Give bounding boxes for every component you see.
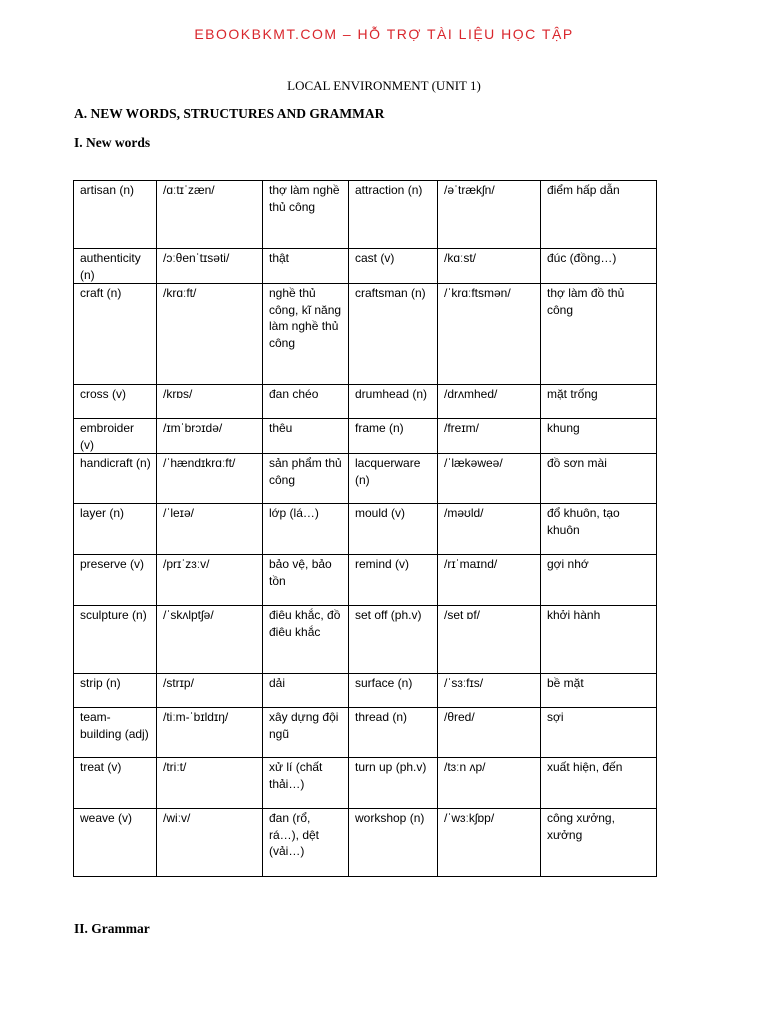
cell-pronunciation: /krɒs/ bbox=[157, 385, 263, 419]
cell-meaning: công xưởng, xưởng bbox=[541, 809, 657, 877]
cell-meaning: điểm hấp dẫn bbox=[541, 181, 657, 249]
section-new-words-heading: I. New words bbox=[74, 135, 151, 150]
cell-pronunciation: /drʌmhed/ bbox=[438, 385, 541, 419]
cell-pronunciation: /ɑːtɪˈzæn/ bbox=[157, 181, 263, 249]
cell-pronunciation: /wiːv/ bbox=[157, 809, 263, 877]
cell-pronunciation: /məʊld/ bbox=[438, 504, 541, 555]
cell-word: drumhead (n) bbox=[349, 385, 438, 419]
vocabulary-table bbox=[73, 180, 657, 877]
cell-pronunciation: /prɪˈzɜːv/ bbox=[157, 555, 263, 606]
cell-pronunciation: /ɪmˈbrɔɪdə/ bbox=[157, 419, 263, 454]
table-row bbox=[74, 674, 657, 708]
cell-meaning: xuất hiện, đến bbox=[541, 758, 657, 809]
cell-pronunciation: /ˈwɜːkʃɒp/ bbox=[438, 809, 541, 877]
cell-meaning: thêu bbox=[263, 419, 349, 454]
cell-pronunciation: /kɑːst/ bbox=[438, 249, 541, 284]
cell-meaning: điêu khắc, đồ điêu khắc bbox=[263, 606, 349, 674]
cell-pronunciation: /set ɒf/ bbox=[438, 606, 541, 674]
cell-word: mould (v) bbox=[349, 504, 438, 555]
cell-meaning: xây dựng đội ngũ bbox=[263, 708, 349, 758]
cell-meaning: khung bbox=[541, 419, 657, 454]
table-row bbox=[74, 249, 657, 284]
cell-pronunciation: /ɔːθenˈtɪsəti/ bbox=[157, 249, 263, 284]
cell-pronunciation: /ˈlækəweə/ bbox=[438, 454, 541, 504]
cell-meaning: bề mặt bbox=[541, 674, 657, 708]
cell-word: attraction (n) bbox=[349, 181, 438, 249]
cell-meaning: lớp (lá…) bbox=[263, 504, 349, 555]
cell-meaning: đúc (đồng…) bbox=[541, 249, 657, 284]
cell-meaning: thợ làm đồ thủ công bbox=[541, 284, 657, 385]
table-row bbox=[74, 606, 657, 674]
cell-meaning: gợi nhớ bbox=[541, 555, 657, 606]
cell-meaning: đồ sơn mài bbox=[541, 454, 657, 504]
cell-word: sculpture (n) bbox=[74, 606, 157, 674]
cell-word: craftsman (n) bbox=[349, 284, 438, 385]
cell-word: authenticity (n) bbox=[74, 249, 157, 284]
cell-word: workshop (n) bbox=[349, 809, 438, 877]
table-row bbox=[74, 809, 657, 877]
table-row bbox=[74, 454, 657, 504]
table-row bbox=[74, 385, 657, 419]
cell-meaning: dải bbox=[263, 674, 349, 708]
table-row bbox=[74, 419, 657, 454]
cell-word: set off (ph.v) bbox=[349, 606, 438, 674]
cell-pronunciation: /ˈskʌlptʃə/ bbox=[157, 606, 263, 674]
table-row bbox=[74, 284, 657, 385]
cell-word: turn up (ph.v) bbox=[349, 758, 438, 809]
cell-pronunciation: /tiːm-ˈbɪldɪŋ/ bbox=[157, 708, 263, 758]
cell-word: preserve (v) bbox=[74, 555, 157, 606]
table-row bbox=[74, 708, 657, 758]
page-title: LOCAL ENVIRONMENT (UNIT 1) bbox=[287, 78, 481, 93]
site-banner: EBOOKBKMT.COM – HỖ TRỢ TÀI LIỆU HỌC TẬP bbox=[194, 26, 574, 42]
cell-pronunciation: /əˈtrækʃn/ bbox=[438, 181, 541, 249]
cell-pronunciation: /ˈhændɪkrɑːft/ bbox=[157, 454, 263, 504]
cell-word: handicraft (n) bbox=[74, 454, 157, 504]
table-row bbox=[74, 181, 657, 249]
cell-word: thread (n) bbox=[349, 708, 438, 758]
cell-meaning: thợ làm nghề thủ công bbox=[263, 181, 349, 249]
cell-pronunciation: /strɪp/ bbox=[157, 674, 263, 708]
table-row bbox=[74, 555, 657, 606]
table-row bbox=[74, 504, 657, 555]
cell-meaning: đổ khuôn, tạo khuôn bbox=[541, 504, 657, 555]
cell-pronunciation: /θred/ bbox=[438, 708, 541, 758]
cell-meaning: sản phẩm thủ công bbox=[263, 454, 349, 504]
cell-word: strip (n) bbox=[74, 674, 157, 708]
section-a-heading: A. NEW WORDS, STRUCTURES AND GRAMMAR bbox=[74, 106, 385, 121]
cell-word: cast (v) bbox=[349, 249, 438, 284]
cell-pronunciation: /ˈleɪə/ bbox=[157, 504, 263, 555]
cell-word: surface (n) bbox=[349, 674, 438, 708]
cell-word: craft (n) bbox=[74, 284, 157, 385]
cell-word: weave (v) bbox=[74, 809, 157, 877]
cell-meaning: sợi bbox=[541, 708, 657, 758]
cell-meaning: đan (rổ, rá…), dệt (vải…) bbox=[263, 809, 349, 877]
cell-pronunciation: /ˈkrɑːftsmən/ bbox=[438, 284, 541, 385]
cell-word: cross (v) bbox=[74, 385, 157, 419]
cell-word: frame (n) bbox=[349, 419, 438, 454]
cell-pronunciation: /rɪˈmaɪnd/ bbox=[438, 555, 541, 606]
cell-pronunciation: /ˈsɜːfɪs/ bbox=[438, 674, 541, 708]
cell-meaning: bảo vệ, bảo tồn bbox=[263, 555, 349, 606]
section-grammar-heading: II. Grammar bbox=[74, 921, 150, 936]
cell-meaning: thật bbox=[263, 249, 349, 284]
cell-word: team-building (adj) bbox=[74, 708, 157, 758]
cell-meaning: nghề thủ công, kĩ năng làm nghề thủ công bbox=[263, 284, 349, 385]
table-row bbox=[74, 758, 657, 809]
cell-meaning: mặt trống bbox=[541, 385, 657, 419]
cell-word: artisan (n) bbox=[74, 181, 157, 249]
cell-meaning: khởi hành bbox=[541, 606, 657, 674]
cell-word: lacquerware (n) bbox=[349, 454, 438, 504]
cell-pronunciation: /triːt/ bbox=[157, 758, 263, 809]
cell-pronunciation: /freɪm/ bbox=[438, 419, 541, 454]
cell-word: remind (v) bbox=[349, 555, 438, 606]
cell-meaning: xử lí (chất thải…) bbox=[263, 758, 349, 809]
cell-meaning: đan chéo bbox=[263, 385, 349, 419]
cell-word: embroider (v) bbox=[74, 419, 157, 454]
cell-word: treat (v) bbox=[74, 758, 157, 809]
cell-pronunciation: /krɑːft/ bbox=[157, 284, 263, 385]
cell-word: layer (n) bbox=[74, 504, 157, 555]
cell-pronunciation: /tɜːn ʌp/ bbox=[438, 758, 541, 809]
